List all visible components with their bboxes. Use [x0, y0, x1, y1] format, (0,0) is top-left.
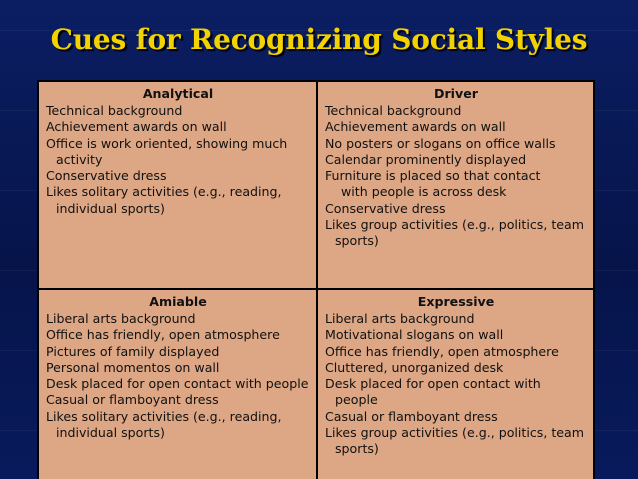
slide-title: Cues for Recognizing Social Styles	[50, 23, 588, 56]
cue-item: Calendar prominently displayed	[325, 151, 527, 167]
cue-item: Likes group activities (e.g., politics, team sports)	[325, 425, 584, 457]
cue-item: Desk placed for open contact with people	[325, 376, 541, 408]
cue-item: Technical background	[325, 103, 462, 118]
quadrant-driver	[316, 82, 593, 288]
cue-item: Likes group activities (e.g., politics, team sports)	[325, 217, 584, 249]
cue-item: Desk placed for open contact with people	[46, 376, 309, 392]
cue-item: Furniture is placed so that contact with people is across desk	[325, 168, 541, 200]
social-styles-table	[37, 80, 595, 479]
cue-item: Likes solitary activities (e.g., reading, individual sports)	[46, 408, 282, 441]
cue-item: Achievement awards on wall	[325, 119, 506, 135]
cue-item: Conservative dress	[46, 168, 167, 184]
cue-item: Conservative dress	[325, 200, 446, 216]
cue-item: Technical background	[46, 103, 183, 118]
quadrant-heading: Analytical	[142, 86, 214, 101]
cue-item: Pictures of family displayed	[46, 343, 220, 359]
cue-item: Office is work oriented, showing much activity	[46, 135, 288, 167]
quadrant-expressive	[316, 288, 593, 479]
cue-item: Casual or flamboyant dress	[325, 408, 498, 424]
cue-item: Personal momentos on wall	[46, 359, 220, 375]
quadrant-amiable	[39, 288, 316, 479]
cue-item: Achievement awards on wall	[46, 119, 227, 135]
cue-item: Motivational slogans on wall	[325, 327, 504, 343]
cue-item: No posters or slogans on office walls	[325, 135, 556, 151]
cue-item: Liberal arts background	[325, 311, 475, 326]
quadrant-heading: Amiable	[149, 294, 207, 309]
cue-item: Likes solitary activities (e.g., reading, individual sports)	[46, 184, 282, 216]
quadrant-heading: Expressive	[417, 294, 495, 309]
cue-item: Liberal arts background	[46, 311, 196, 326]
cue-item: Casual or flamboyant dress	[46, 392, 219, 408]
cue-item: Office has friendly, open atmosphere	[46, 327, 280, 343]
quadrant-analytical	[39, 82, 316, 288]
cue-item: Office has friendly, open atmosphere	[325, 343, 559, 359]
cue-item: Cluttered, unorganized desk	[325, 359, 504, 375]
quadrant-heading: Driver	[434, 86, 478, 101]
